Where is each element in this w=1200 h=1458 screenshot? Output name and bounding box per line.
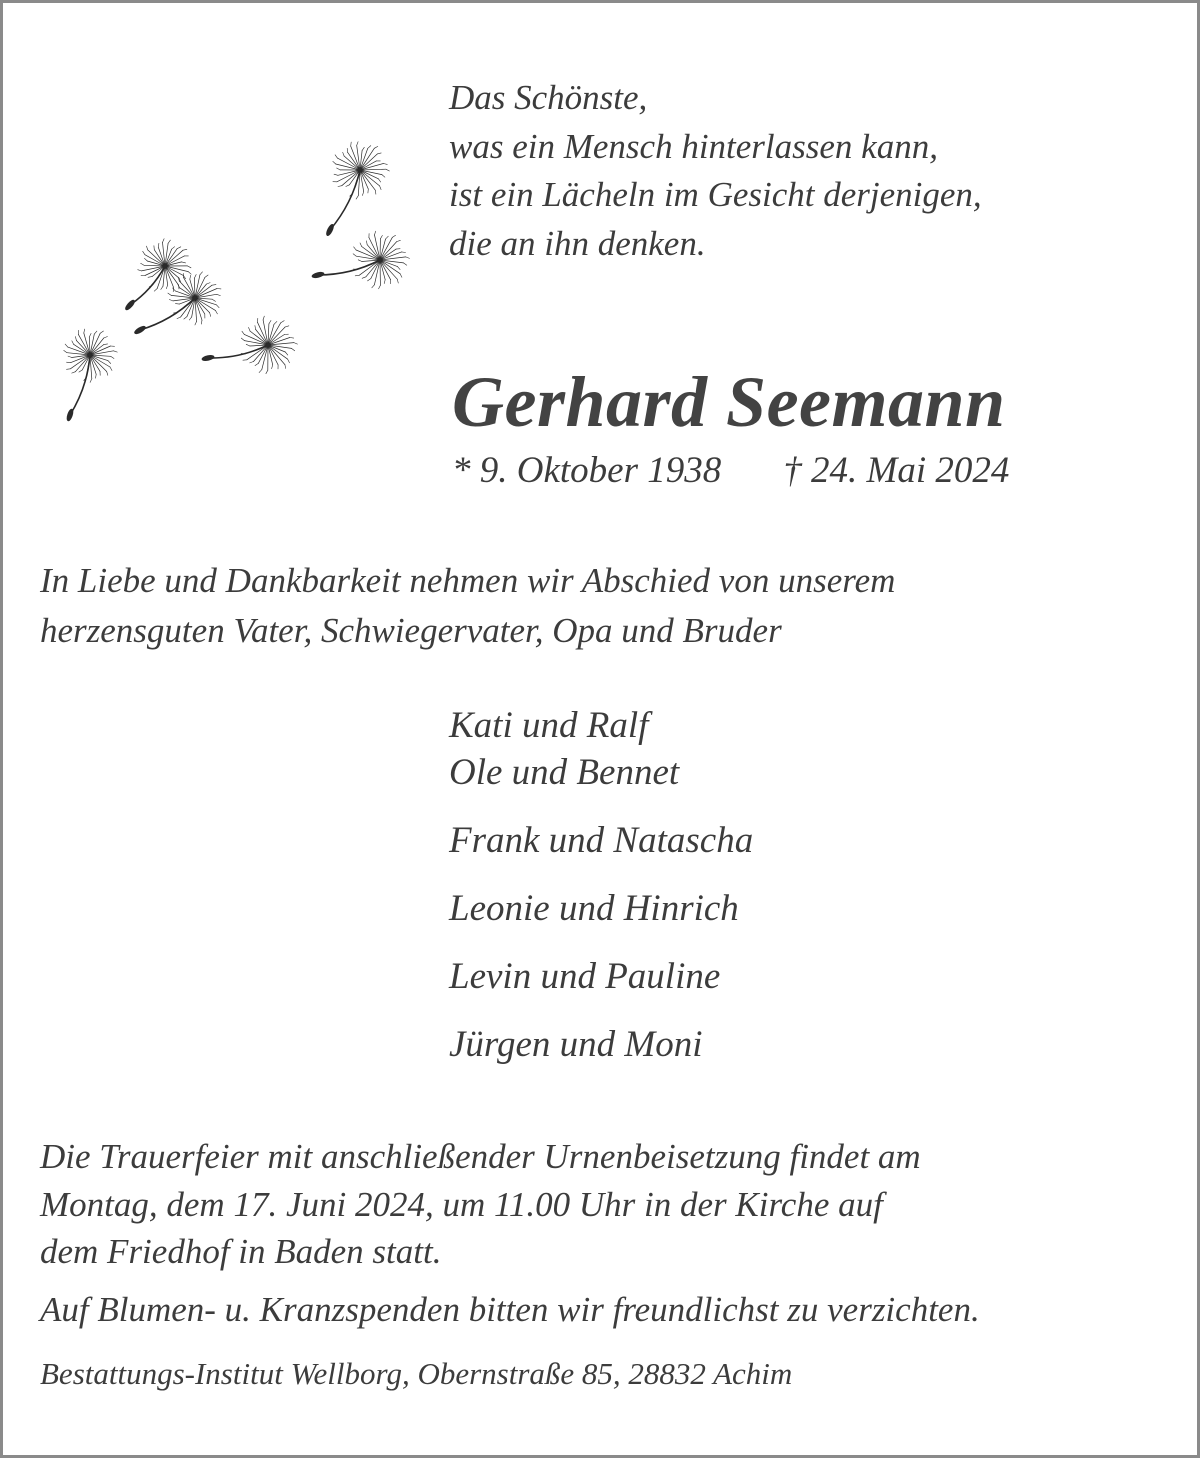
farewell-text xyxy=(40,556,895,656)
birth-date: * 9. Oktober 1938 xyxy=(452,450,722,491)
dandelion-seeds-icon xyxy=(40,130,420,430)
mourner-group xyxy=(449,702,753,796)
mourner-group xyxy=(449,953,753,1000)
service-line: dem Friedhof in Baden statt. xyxy=(40,1232,442,1271)
mourner-group xyxy=(449,1021,753,1068)
quote-line: ist ein Lächeln im Gesicht derjenigen, xyxy=(449,175,982,214)
mourner-group xyxy=(449,817,753,864)
mourners-list xyxy=(449,702,753,1068)
farewell-line: herzensguten Vater, Schwiegervater, Opa und Bruder xyxy=(40,611,782,650)
mourner-name: Frank und Natascha xyxy=(449,820,754,861)
mourner-name: Jürgen und Moni xyxy=(449,1024,703,1065)
mourner-name: Leonie und Hinrich xyxy=(449,888,739,929)
funeral-home: Bestattungs-Institut Wellborg, Obernstraße 85, 28832 Achim xyxy=(40,1356,793,1391)
deceased-name: Gerhard Seemann xyxy=(452,362,1006,442)
quote-line: Das Schönste, xyxy=(449,78,648,117)
farewell-line: In Liebe und Dankbarkeit nehmen wir Abschied von unserem xyxy=(40,561,896,600)
service-line: Die Trauerfeier mit anschließender Urnenbeisetzung findet am xyxy=(40,1137,921,1176)
quote-line: die an ihn denken. xyxy=(449,223,706,263)
service-details xyxy=(40,1133,921,1276)
memorial-quote xyxy=(449,74,982,268)
mourner-group xyxy=(449,885,753,932)
flowers-note: Auf Blumen- u. Kranzspenden bitten wir freundlichst zu verzichten. xyxy=(40,1290,980,1329)
mourner-name: Ole und Bennet xyxy=(449,752,680,793)
mourner-name: Kati und Ralf xyxy=(449,705,649,746)
quote-line: was ein Mensch hinterlassen kann, xyxy=(449,126,938,166)
life-dates xyxy=(452,448,1009,494)
death-date: † 24. Mai 2024 xyxy=(783,450,1010,491)
service-line: Montag, dem 17. Juni 2024, um 11.00 Uhr in der Kirche auf xyxy=(40,1184,883,1224)
mourner-name: Levin und Pauline xyxy=(449,956,721,997)
